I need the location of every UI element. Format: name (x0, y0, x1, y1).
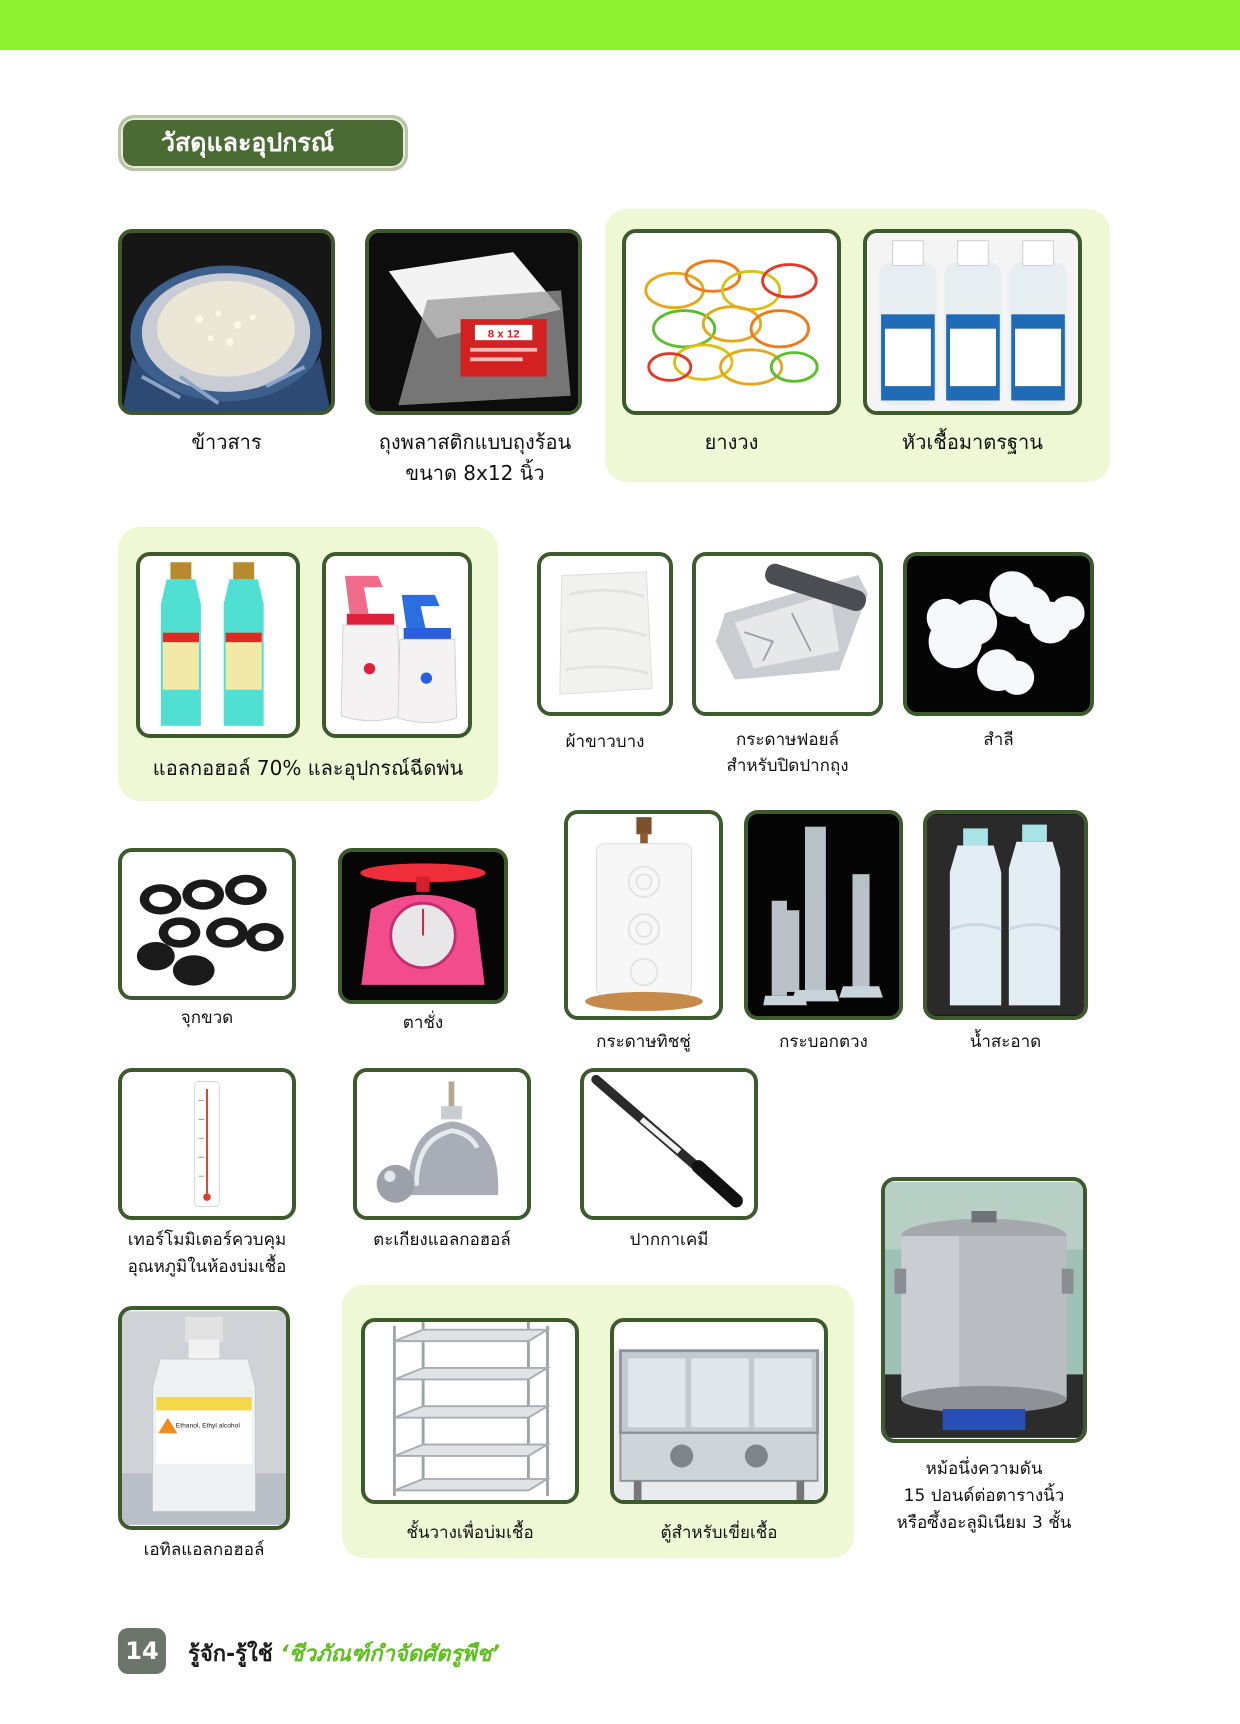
rubber-band-image (626, 233, 837, 411)
cabinet-image (614, 1322, 824, 1500)
plastic-bag-image (369, 233, 578, 411)
thermometer-image (122, 1072, 292, 1216)
water-photo (923, 810, 1088, 1020)
cheesecloth-photo (537, 552, 673, 716)
caption-thermometer-line2: อุณหภูมิในห้องบ่มเชื้อ (127, 1257, 287, 1277)
caption-bottle-neck: จุกขวด (180, 1008, 234, 1028)
rice-photo (118, 229, 335, 415)
starter-culture-photo (863, 229, 1082, 415)
caption-bag-line2: ขนาด 8x12 นิ้ว (405, 461, 545, 485)
caption-cotton: สำลี (983, 730, 1014, 750)
caption-foil-line1: กระดาษฟอยล์ (736, 730, 839, 750)
autoclave-image (885, 1181, 1083, 1439)
cotton-photo (903, 552, 1094, 716)
top-accent-bar (0, 0, 1240, 50)
caption-thermometer-line1: เทอร์โมมิเตอร์ควบคุม (127, 1230, 287, 1250)
caption-autoclave-line2: 15 ปอนด์ต่อตารางนิ้ว (903, 1486, 1065, 1506)
caption-shelf: ชั้นวางเพื่อบ่มเชื้อ (406, 1523, 534, 1543)
ethyl-bottle-label: Ethanol, Ethyl alcohol (175, 1422, 240, 1430)
caption-foil-line2: สำหรับปิดปากถุง (726, 756, 849, 776)
tissue-image (568, 814, 719, 1016)
caption-scale: ตาชั่ง (402, 1013, 444, 1033)
rubber-band-photo (622, 229, 841, 415)
ethyl-alcohol-image (122, 1310, 286, 1526)
footer-title-prefix: รู้จัก-รู้ใช้ (188, 1642, 281, 1667)
shelf-photo (361, 1318, 579, 1504)
caption-rice: ข้าวสาร (191, 430, 262, 454)
bottle-neck-photo (118, 848, 296, 1000)
thermometer-photo (118, 1068, 296, 1220)
plastic-bag-photo (365, 229, 582, 415)
caption-alcohol-lamp: ตะเกียงแอลกอฮอล์ (373, 1230, 511, 1250)
starter-culture-image (867, 233, 1078, 411)
caption-cheesecloth: ผ้าขาวบาง (565, 732, 645, 752)
tissue-photo (564, 810, 723, 1020)
cheesecloth-image (541, 556, 669, 712)
footer-title (188, 1636, 500, 1671)
caption-cylinder: กระบอกตวง (779, 1032, 868, 1052)
marker-photo (580, 1068, 758, 1220)
cabinet-photo (610, 1318, 828, 1504)
alcohol-lamp-image (357, 1072, 527, 1216)
caption-autoclave-line1: หม้อนึ่งความดัน (925, 1459, 1043, 1479)
rice-image (122, 233, 331, 411)
foil-image (696, 556, 879, 712)
caption-marker: ปากกาเคมี (629, 1230, 709, 1250)
bag-size-tag: 8 x 12 (487, 328, 520, 341)
autoclave-photo (881, 1177, 1087, 1443)
caption-starter-culture: หัวเชื้อมาตรฐาน (902, 430, 1043, 454)
spray-bottles-photo (322, 552, 472, 738)
section-title: วัสดุและอุปกรณ์ (118, 115, 408, 171)
alcohol-bottles-image (140, 556, 296, 734)
shelf-image (365, 1322, 575, 1500)
caption-cabinet: ตู้สำหรับเขี่ยเชื้อ (660, 1523, 778, 1543)
cylinder-image (748, 814, 899, 1016)
ethyl-alcohol-photo (118, 1306, 290, 1530)
bottle-neck-image (122, 852, 292, 996)
foil-photo (692, 552, 883, 716)
caption-ethyl-alcohol: เอทิลแอลกอฮอล์ (143, 1540, 265, 1560)
page-number: 14 (118, 1628, 166, 1674)
marker-image (584, 1072, 754, 1216)
alcohol-lamp-photo (353, 1068, 531, 1220)
scale-photo (338, 848, 508, 1004)
scale-image (342, 852, 504, 1000)
caption-water: น้ำสะอาด (969, 1032, 1042, 1052)
caption-autoclave-line3: หรือซึ้งอะลูมิเนียม 3 ชั้น (896, 1513, 1072, 1533)
spray-bottles-image (326, 556, 468, 734)
footer-title-highlight: ‘ชีวภัณฑ์กำจัดศัตรูพืช’ (280, 1642, 500, 1667)
cotton-image (907, 556, 1090, 712)
caption-bag-line1: ถุงพลาสติกแบบถุงร้อน (378, 430, 572, 454)
cylinder-photo (744, 810, 903, 1020)
caption-alcohol-spray: แอลกอฮอล์ 70% และอุปกรณ์ฉีดพ่น (152, 756, 464, 780)
water-image (927, 814, 1084, 1016)
alcohol-bottles-photo (136, 552, 300, 738)
caption-rubber-band: ยางวง (704, 430, 759, 454)
caption-tissue: กระดาษทิชชู่ (596, 1032, 691, 1052)
